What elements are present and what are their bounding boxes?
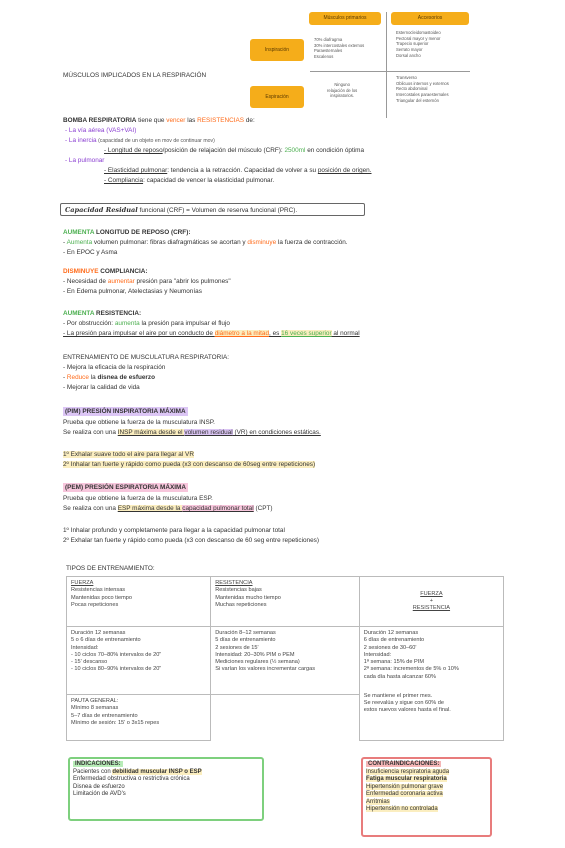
diagram-divider-vertical	[386, 12, 387, 118]
exp-accessory-list: Transverso Oblicuos internos y externos Recto abdominal Intercostales paraesternales Triangular del esternón	[396, 75, 449, 103]
aumenta-crf-line2: - En EPOC y Asma	[63, 249, 118, 256]
bomba-sub-longitud: - Longitud de reposo/posición de relajación del músculo (CRF): 2500ml en condición óptima	[104, 147, 365, 154]
pem-step2: 2º Exhalar tan fuerte y rápido como pueda (x3 con descanso de 60 seg entre repeticiones)	[63, 537, 319, 544]
aumenta-crf-title: AUMENTA LONGITUD DE REPOSO (CRF):	[63, 229, 191, 236]
cell-resistencia-summary: RESISTENCIA Resistencias bajas Mantenidas mucho tiempo Muchas repeticiones	[211, 577, 360, 627]
column-header-primary: Músculos primarios	[309, 12, 381, 25]
indicaciones-item: Pacientes con debilidad muscular INSP o ESP	[73, 768, 202, 775]
bomba-intro: BOMBA RESPIRATORIA tiene que vencer las RESISTENCIAS de:	[63, 117, 255, 124]
pim-title: (PIM) PRESIÓN INSPIRATORIA MÁXIMA	[65, 408, 186, 415]
bomba-sub-compliancia: - Compliancia: capacidad de vencer la elasticidad pulmonar.	[104, 177, 275, 184]
contra-item: Insuficiencia respiratoria aguda	[366, 768, 450, 775]
training-types-table	[66, 576, 504, 741]
disminuye-line1: - Necesidad de aumentar presión para "abrir los pulmones"	[63, 278, 231, 285]
pem-step1: 1º Inhalar profundo y completamente para llegar a la capacidad pulmonar total	[63, 527, 285, 534]
exp-primary-text: Ninguno relajación de los inspiratorios.	[327, 82, 358, 99]
cell-pauta-general: PAUTA GENERAL: Mínimo 8 semanas 5–7 días de entrenamiento Mínimo de sesión: 15' o 3x15 repes	[67, 695, 211, 741]
pim-step2: 2º Inhalar tan fuerte y rápido como pueda (x3 con descanso de 60seg entre repeticiones)	[63, 461, 316, 468]
contra-item: Fatiga muscular respiratoria	[366, 776, 447, 782]
pim-step1: 1º Exhalar suave todo el aire para llegar al VR	[63, 451, 194, 458]
pem-line2: Se realiza con una ESP máxima desde la capacidad pulmonar total (CPT)	[63, 505, 273, 512]
disminuye-line2: - En Edema pulmonar, Atelectasias y Neumonías	[63, 288, 202, 295]
contra-item: Hipertensión no controlada	[366, 806, 438, 812]
expiration-box: Espiración	[250, 86, 304, 108]
entrenamiento-title: ENTRENAMIENTO DE MUSCULATURA RESPIRATORIA:	[63, 354, 230, 361]
indicaciones-item: Limitación de AVD's	[73, 791, 126, 797]
indicaciones-title: INDICACIONES:	[75, 761, 121, 767]
insp-accessory-list: Esternocleidomastoideo Pectoral mayor y menor Trapecio superior Serrato mayor Dorsal ancho	[396, 30, 441, 58]
cell-empty	[211, 695, 360, 741]
pem-title: (PEM) PRESIÓN ESPIRATORIA MÁXIMA	[65, 484, 186, 491]
bomba-item-pulmonar: - La pulmonar	[65, 157, 105, 164]
pem-line1: Prueba que obtiene la fuerza de la musculatura ESP.	[63, 495, 213, 502]
pim-line1: Prueba que obtiene la fuerza de la musculatura INSP.	[63, 419, 215, 426]
aumenta-res-line1: - Por obstrucción: aumenta la presión para impulsar el flujo	[63, 320, 230, 327]
crf-definition-box: Capacidad Residual funcional (CRF) = Volumen de reserva funcional (PRC).	[60, 203, 365, 216]
contra-item: Enfermedad coronaria activa	[366, 791, 443, 797]
aumenta-res-line2: - La presión para impulsar el aire por un conducto de diámetro a la mitad, es 16 veces superior al normal	[63, 330, 360, 337]
column-header-accessory: Accesorios	[391, 12, 469, 25]
bomba-sub-elasticidad: - Elasticidad pulmonar: tendencia a la retracción. Capacidad de volver a su posición de origen.	[104, 167, 372, 174]
indicaciones-item: Enfermedad obstructiva o restrictiva crónica	[73, 776, 190, 782]
entrenamiento-line1: - Mejora la eficacia de la respiración	[63, 364, 166, 371]
diagram-divider-horizontal	[310, 71, 470, 72]
indicaciones-box	[68, 757, 264, 821]
cell-mixto-summary: FUERZA + RESISTENCIA	[359, 577, 503, 627]
cell-resistencia-detail: Duración 8–12 semanas 5 días de entrenamiento 2 sesiones de 15' Intensidad: 20–30% PIM o PEM Mediciones regulares (½ semana) Si varían los valores incrementar cargas	[211, 627, 360, 695]
contra-item: Arritmias	[366, 798, 390, 805]
entrenamiento-line3: - Mejorar la calidad de vida	[63, 384, 140, 391]
contra-item: Hipertensión pulmonar grave	[366, 783, 444, 790]
cell-fuerza-summary: FUERZA Resistencias intensas Mantenidas poco tiempo Pocas repeticiones	[67, 577, 211, 627]
indicaciones-item: Disnea de esfuerzo	[73, 783, 125, 790]
inspiration-box: Inspiración	[250, 39, 304, 61]
disminuye-title: DISMINUYE COMPLIANCIA:	[63, 268, 148, 275]
contraindicaciones-box	[361, 757, 492, 837]
tipos-title: TIPOS DE ENTRENAMIENTO:	[66, 565, 155, 572]
aumenta-res-title: AUMENTA RESISTENCIA:	[63, 310, 142, 317]
cell-fuerza-detail: Duración 12 semanas 5 o 6 días de entrenamiento Intensidad: - 10 ciclos 70–80% intervalos de 20" - 15' descanso - 10 ciclos 80–90% intervalos de 20"	[67, 627, 211, 695]
cell-mixto-detail: Duración 12 semanas 6 días de entrenamiento 2 sesiones de 30–60' Intensidad: 1ª semana: 15% de PIM 2ª semana: incrementos de 5% o 10% cada día hasta alcanzar 60% Se mantiene el primer mes. Se reevalúa y sigue con 60% de estos nuevos valores hasta el final.	[359, 627, 503, 741]
bomba-item-inercia: - La inercia (capacidad de un objeto en mov de continuar mov)	[65, 137, 215, 144]
page-heading: MÚSCULOS IMPLICADOS EN LA RESPIRACIÓN	[63, 72, 207, 79]
bomba-item-via-aerea: - La vía aérea (VAS+VAI)	[65, 127, 137, 134]
contraindicaciones-title: CONTRAINDICACIONES:	[368, 761, 440, 767]
entrenamiento-line2: - Reduce la disnea de esfuerzo	[63, 374, 156, 381]
aumenta-crf-line1: - Aumenta volumen pulmonar: fibras diafragmáticas se acortan y disminuye la fuerza de contracción.	[63, 239, 348, 246]
insp-primary-list: 70% diafragma 30% intercostales externos Paraesternales Escalenos	[314, 37, 365, 60]
pim-line2: Se realiza con una INSP máxima desde el volumen residual (VR) en condiciones estáticas.	[63, 429, 321, 436]
